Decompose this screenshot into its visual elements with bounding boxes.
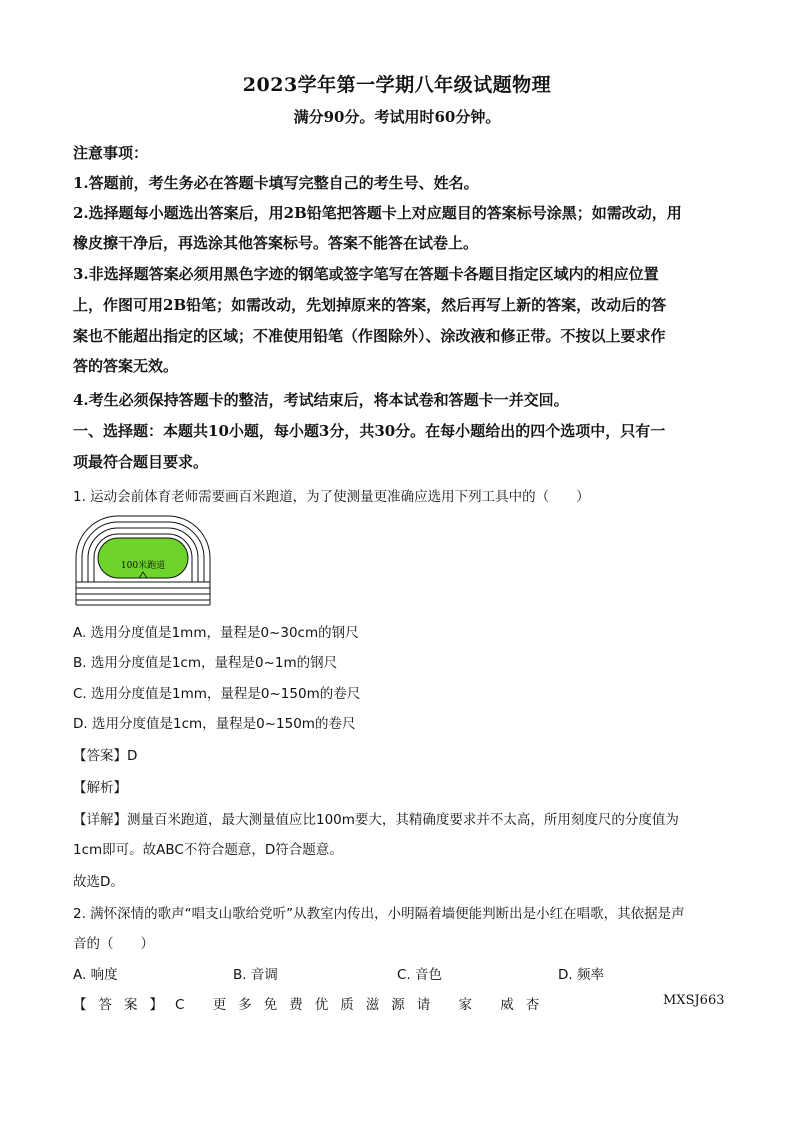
- notes-line: 案也不能超出指定的区域；不准使用铅笔（作图除外）、涂改液和修正带。不按以上要求作: [73, 327, 666, 345]
- q2-option-a: A. 响度: [73, 967, 118, 983]
- notes-line: 3.非选择题答案必须用黑色字迹的钢笔或签字笔写在答题卡各题目指定区域内的相应位置: [73, 265, 659, 283]
- answer-label: 【答案】D: [73, 748, 138, 764]
- footer-code: MXSJ663: [663, 993, 725, 1008]
- notes-line: 橡皮擦干净后，再选涂其他答案标号。答案不能答在试卷上。: [73, 234, 479, 252]
- option-c: C. 选用分度值是1mm，量程是0~150m的卷尺: [73, 686, 361, 702]
- notes-line: 答的答案无效。: [73, 357, 179, 375]
- page-subtitle: 满分90分。考试用时60分钟。: [293, 108, 501, 126]
- conclusion: 故选D。: [73, 874, 124, 890]
- q2-option-d: D. 频率: [558, 967, 604, 983]
- question-2-stem: 2. 满怀深情的歌声“唱支山歌给党听”从教室内传出，小明隔着墙便能判断出是小红在唱歌，其依据是声: [73, 906, 685, 922]
- detail-line: 【详解】测量百米跑道，最大测量值应比100m要大，其精确度要求并不太高，所用刻度尺的分度值为: [73, 812, 679, 828]
- notes-line: 上，作图可用2B铅笔；如需改动，先划掉原来的答案，然后再写上新的答案，改动后的答: [73, 296, 667, 314]
- notes-line: 2.选择题每小题选出答案后，用2B铅笔把答题卡上对应题目的答案标号涂黑；如需改动，用: [73, 204, 682, 222]
- detail-line: 1cm即可。故ABC不符合题意，D符合题意。: [73, 842, 343, 858]
- q2-option-b: B. 音调: [233, 967, 278, 983]
- notes-heading: 注意事项：: [73, 144, 149, 162]
- q2-option-c: C. 音色: [397, 967, 443, 983]
- track-label: 100米跑道: [120, 561, 166, 571]
- notes-line: 1.答题前，考生务必在答题卡填写完整自己的考生号、姓名。: [73, 174, 479, 192]
- option-d: D. 选用分度值是1cm，量程是0~150m的卷尺: [73, 716, 356, 732]
- running-track-figure: [72, 512, 214, 606]
- footer-answer-watermark: 【答案】C 更多免费优质滋源请 家 威杏: [73, 997, 552, 1013]
- option-a: A. 选用分度值是1mm，量程是0~30cm的钢尺: [73, 625, 359, 641]
- analysis-label: 【解析】: [73, 780, 127, 796]
- notes-line: 4.考生必须保持答题卡的整洁，考试结束后，将本试卷和答题卡一并交回。: [73, 391, 569, 409]
- section-heading: 一、选择题：本题共10小题，每小题3分，共30分。在每小题给出的四个选项中，只有一: [73, 422, 666, 440]
- question-2-stem: 音的（ ）: [73, 936, 154, 952]
- question-1-stem: 1. 运动会前体育老师需要画百米跑道，为了使测量更准确应选用下列工具中的（ ）: [73, 489, 590, 505]
- option-b: B. 选用分度值是1cm，量程是0~1m的钢尺: [73, 655, 338, 671]
- page-title: 2023学年第一学期八年级试题物理: [242, 74, 552, 96]
- section-heading: 项最符合题目要求。: [73, 453, 209, 471]
